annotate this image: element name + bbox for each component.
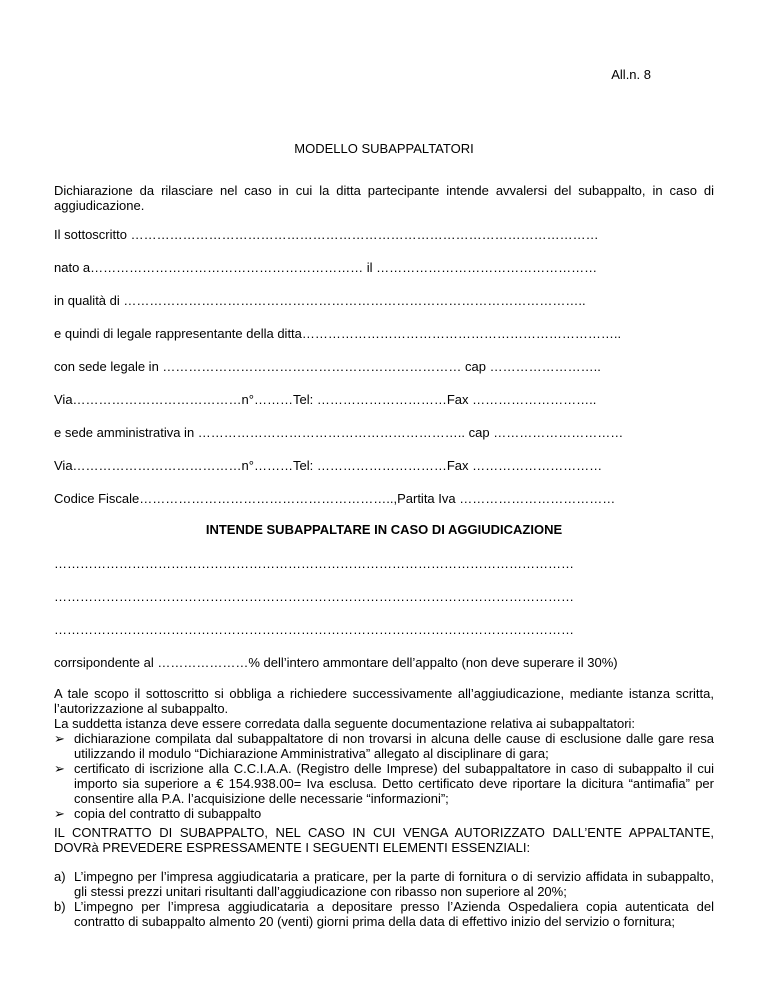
field-sede-amministrativa: e sede amministrativa in …………………………………………………….. cap ………………………… bbox=[54, 425, 624, 440]
obligation-paragraph: A tale scopo il sottoscritto si obbliga a richiedere successivamente all’aggiudicazione, mediante istanza scritta, l’autorizzazione al subappalto. bbox=[54, 686, 714, 716]
documentation-paragraph: La suddetta istanza deve essere corredata dalla seguente documentazione relativa ai subappaltatori: bbox=[54, 716, 636, 731]
section-heading: INTENDE SUBAPPALTARE IN CASO DI AGGIUDICAZIONE bbox=[205, 522, 563, 537]
field-codice-fiscale: Codice Fiscale…………………………………………………..,Partita Iva ……………………………… bbox=[54, 491, 616, 506]
field-via-amministrativa: Via…………………………………n°………Tel: …………………………Fax ………………………… bbox=[54, 458, 603, 473]
intro-paragraph: Dichiarazione da rilasciare nel caso in cui la ditta partecipante intende avvalersi del subappalto, in caso di aggiudicazione. bbox=[54, 183, 714, 213]
field-via-legale: Via…………………………………n°………Tel: …………………………Fax ……………………….. bbox=[54, 392, 597, 407]
blank-line: ………………………………………………………………………………………………………… bbox=[54, 622, 574, 637]
list-item: a) L’impegno per l’impresa aggiudicataria a praticare, per la parte di fornitura o di servizio affidata in subappalto, gli stessi prezzi unitari risultanti dall’aggiudicazione con ribasso non superiore al 20%; bbox=[54, 869, 714, 899]
arrow-bullet-icon: ➢ bbox=[54, 761, 65, 776]
list-item: ➢ certificato di iscrizione alla C.C.I.A.A. (Registro delle Imprese) del subappaltatore in caso di subappalto il cui importo sia superiore a € 154.938.00= Iva esclusa. Detto certificato deve riportare la dicitura “antimafia” per consentire alla P.A. l’acquisizione delle necessarie “informazioni”; bbox=[54, 761, 714, 806]
list-item: ➢ dichiarazione compilata dal subappaltatore di non trovarsi in alcuna delle cause di esclusione dalle gare resa utilizzando il modulo “Dichiarazione Amministrativa” allegato al disciplinare di gara; bbox=[54, 731, 714, 761]
blank-line: ………………………………………………………………………………………………………… bbox=[54, 589, 574, 604]
field-sottoscritto: Il sottoscritto ……………………………………………………………………………………………… bbox=[54, 227, 599, 242]
contract-intro: IL CONTRATTO DI SUBAPPALTO, NEL CASO IN CUI VENGA AUTORIZZATO DALL’ENTE APPALTANTE, DOVRà PREVEDERE ESPRESSAMENTE I SEGUENTI ELEMENTI ESSENZIALI: bbox=[54, 825, 714, 855]
list-item: b) L’impegno per l’impresa aggiudicataria a depositare presso l’Azienda Ospedaliera copia autenticata del contratto di subappalto almento 20 (venti) giorni prima della data di effettivo inizio del servizio o fornitura; bbox=[54, 899, 714, 929]
percentage-line: corrsipondente al …………………% dell’intero ammontare dell’appalto (non deve superare il 30%) bbox=[54, 655, 618, 670]
arrow-bullet-icon: ➢ bbox=[54, 731, 65, 746]
field-legale-rappresentante: e quindi di legale rappresentante della ditta……………………………………………………………….. bbox=[54, 326, 622, 341]
list-item: ➢ copia del contratto di subappalto bbox=[54, 806, 262, 821]
blank-line: ………………………………………………………………………………………………………… bbox=[54, 556, 574, 571]
arrow-bullet-icon: ➢ bbox=[54, 806, 65, 821]
documentation-list bbox=[54, 731, 714, 821]
document-title: MODELLO SUBAPPALTATORI bbox=[294, 141, 474, 156]
field-qualita: in qualità di …………………………………………………………………………………………….. bbox=[54, 293, 586, 308]
contract-clauses bbox=[54, 869, 714, 929]
document-reference: All.n. 8 bbox=[611, 67, 651, 82]
field-nato-a: nato a……………………………………………………… il …………………………………………… bbox=[54, 260, 598, 275]
field-sede-legale: con sede legale in …………………………………………………………… cap …………………….. bbox=[54, 359, 601, 374]
